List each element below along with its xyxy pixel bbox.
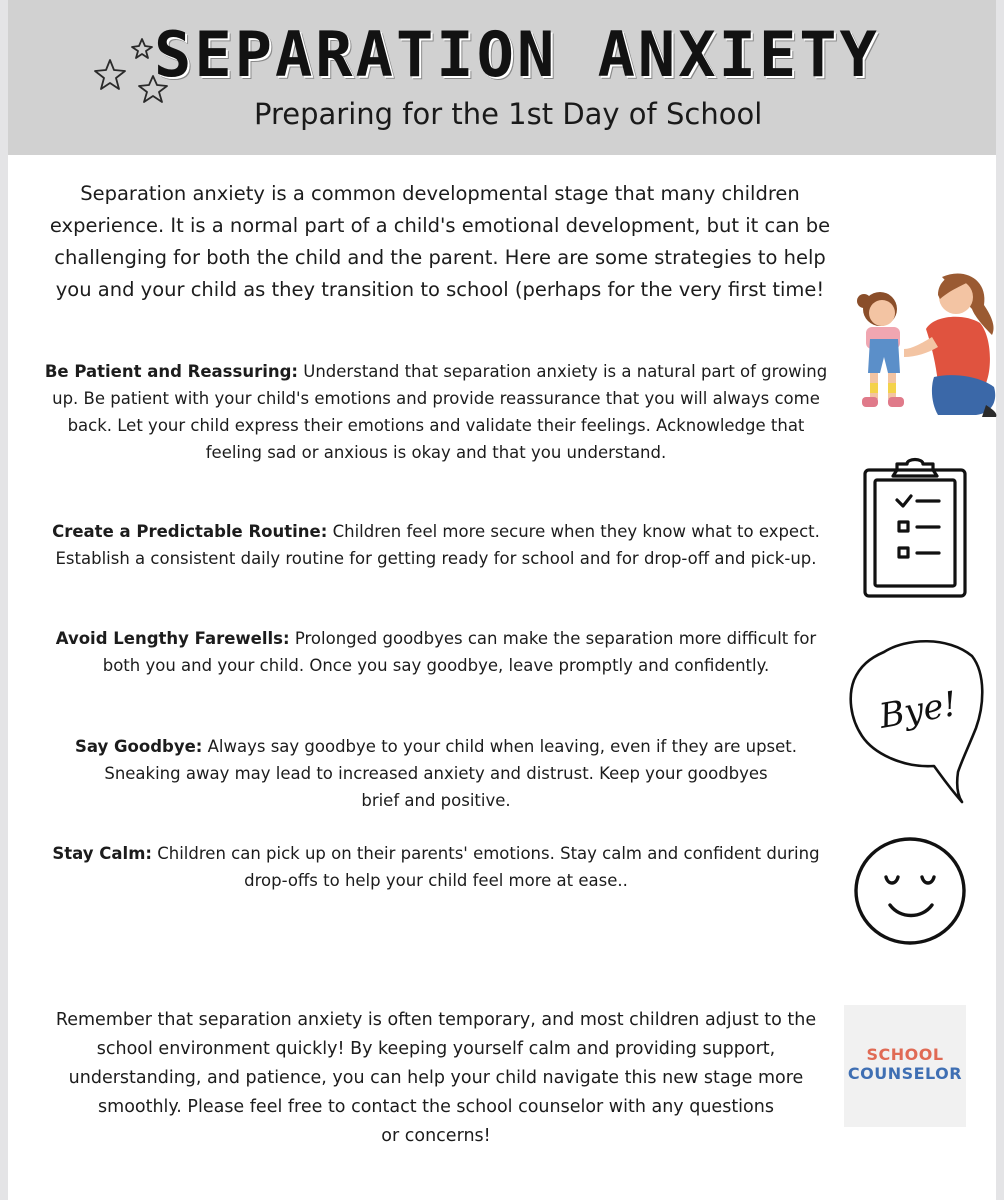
clipboard-checklist-icon	[863, 456, 967, 598]
strategy-heading: Say Goodbye:	[74, 737, 203, 756]
strategy-text: feeling sad or anxious is okay and that you understand.	[205, 443, 667, 462]
closing-paragraph	[30, 1006, 842, 1151]
strategy-heading: Stay Calm:	[52, 844, 152, 863]
strategy-text: both you and your child. Once you say goodbye, leave promptly and confidently.	[102, 656, 770, 675]
strategy-text: up. Be patient with your child's emotions and provide reassurance that you will always come	[52, 389, 820, 408]
parent-child-illustration	[846, 265, 998, 423]
header-banner	[8, 0, 996, 155]
strategy-text: Establish a consistent daily routine for getting ready for school and for drop-off and pick-up.	[55, 549, 817, 568]
closing-line: smoothly. Please feel free to contact the school counselor with any questions	[98, 1097, 774, 1117]
strategy-text: Always say goodbye to your child when leaving, even if they are upset.	[202, 737, 798, 756]
intro-line: experience. It is a normal part of a child's emotional development, but it can be	[49, 214, 831, 237]
strategy-calm	[30, 840, 842, 894]
strategy-heading: Avoid Lengthy Farewells:	[55, 629, 290, 648]
calm-smiley-icon	[848, 835, 972, 947]
closing-line: Remember that separation anxiety is often temporary, and most children adjust to the	[55, 1010, 817, 1030]
bye-speech-bubble-icon	[844, 636, 984, 804]
bye-text: Bye!	[876, 683, 961, 737]
closing-line: or concerns!	[381, 1126, 491, 1146]
intro-paragraph	[30, 178, 850, 306]
closing-line: school environment quickly! By keeping yourself calm and providing support,	[96, 1039, 776, 1059]
strategy-text: Sneaking away may lead to increased anxiety and distrust. Keep your goodbyes	[104, 764, 768, 783]
school-counselor-badge	[844, 1005, 966, 1127]
strategy-text: back. Let your child express their emotions and validate their feelings. Acknowledge that	[67, 416, 805, 435]
strategy-text: Children feel more secure when they know what to expect.	[327, 522, 820, 541]
strategy-farewells	[30, 625, 842, 679]
counselor-logo-line2: COUNSELOR	[847, 1064, 963, 1083]
strategy-patient	[30, 358, 842, 466]
page-subtitle: Preparing for the 1st Day of School	[254, 97, 763, 131]
strategy-text: brief and positive.	[361, 791, 511, 810]
intro-line: challenging for both the child and the parent. Here are some strategies to help	[54, 246, 826, 269]
closing-line: understanding, and patience, you can help your child navigate this new stage more	[68, 1068, 804, 1088]
strategy-text: drop-offs to help your child feel more at ease..	[244, 871, 628, 890]
strategy-text: Children can pick up on their parents' emotions. Stay calm and confident during	[152, 844, 820, 863]
strategy-goodbye	[30, 733, 842, 814]
counselor-logo-line1: SCHOOL	[866, 1045, 944, 1064]
flyer-page	[8, 0, 996, 1200]
strategy-heading: Create a Predictable Routine:	[52, 522, 328, 541]
intro-line: you and your child as they transition to school (perhaps for the very first time!	[55, 278, 825, 301]
strategy-heading: Be Patient and Reassuring:	[44, 362, 299, 381]
strategy-text: Prolonged goodbyes can make the separation more difficult for	[289, 629, 817, 648]
counselor-logo-text	[844, 1045, 966, 1083]
strategy-text: Understand that separation anxiety is a natural part of growing	[298, 362, 828, 381]
intro-line: Separation anxiety is a common developmental stage that many children	[80, 182, 800, 205]
strategy-routine	[30, 518, 842, 572]
page-title: SEPARATION ANXIETY	[154, 18, 880, 91]
